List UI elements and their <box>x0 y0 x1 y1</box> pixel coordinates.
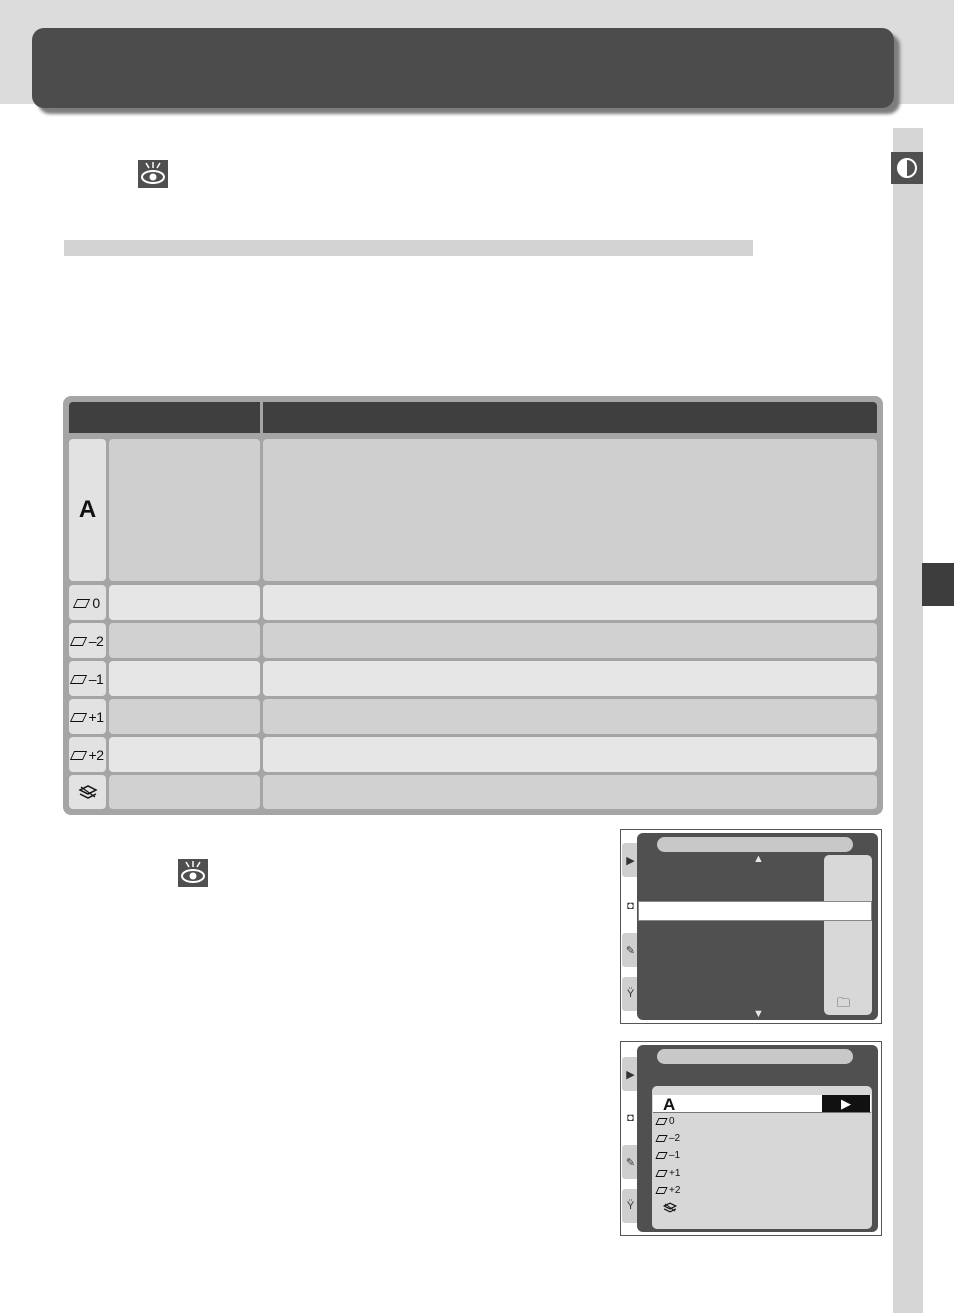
lcd-tone-options-screen <box>620 1041 882 1236</box>
table-row-description <box>263 623 877 658</box>
custom-curve-icon[interactable] <box>662 1202 678 1213</box>
table-row-icon <box>69 775 106 809</box>
table-row-label <box>109 699 260 734</box>
table-row-icon <box>69 439 106 581</box>
chapter-tab <box>922 563 954 606</box>
table-row-icon: 0 <box>69 585 106 620</box>
table-row-label <box>109 661 260 696</box>
lcd-option-auto[interactable]: A <box>663 1095 676 1114</box>
reference-eye-icon <box>138 160 168 188</box>
lcd-display <box>637 833 878 1020</box>
table-row-description <box>263 699 877 734</box>
table-row-label <box>109 439 260 581</box>
table-row-label <box>109 585 260 620</box>
playback-tab-icon[interactable]: ▶ <box>622 1057 639 1091</box>
pencil-tab-icon[interactable]: ✎ <box>622 1145 639 1179</box>
reference-eye-icon <box>178 859 208 887</box>
playback-tab-icon[interactable]: ▶ <box>622 843 639 877</box>
tone-minus2-icon <box>655 1135 667 1142</box>
wrench-tab-icon[interactable]: Ÿ <box>622 977 639 1011</box>
table-row-icon: –2 <box>69 623 106 658</box>
lcd-display <box>637 1045 878 1232</box>
table-row-description <box>263 661 877 696</box>
tone-plus1-icon <box>69 713 86 722</box>
tone-normal-icon <box>73 599 90 608</box>
table-header-option <box>69 402 260 433</box>
tone-minus1-icon <box>70 675 87 684</box>
table-row-description <box>263 439 877 581</box>
section-heading-bar <box>64 240 753 256</box>
table-row-description <box>263 775 877 809</box>
table-row-icon: –1 <box>69 661 106 696</box>
title-banner <box>32 28 894 108</box>
lcd-title-bar <box>657 837 853 852</box>
tone-minus2-icon <box>70 637 87 646</box>
contrast-icon <box>891 152 923 184</box>
lcd-option-plus1[interactable]: +1 <box>657 1168 680 1179</box>
custom-curve-icon <box>77 785 99 799</box>
table-row-description <box>263 585 877 620</box>
lcd-selected-row[interactable] <box>638 901 872 921</box>
select-arrow-icon[interactable]: ▶ <box>822 1095 870 1112</box>
tone-plus2-icon <box>69 751 86 760</box>
table-row-label <box>109 775 260 809</box>
table-header-description <box>263 402 877 433</box>
lcd-shooting-menu-screen <box>620 829 882 1024</box>
scroll-up-arrow-icon: ▲ <box>753 853 764 865</box>
lcd-title-bar <box>657 1049 853 1064</box>
table-row-description <box>263 737 877 772</box>
tone-minus1-icon <box>655 1152 667 1159</box>
tone-normal-icon <box>655 1118 667 1125</box>
lcd-value-column <box>824 855 872 1015</box>
auto-tone-icon: A <box>78 496 97 523</box>
pencil-tab-icon[interactable]: ✎ <box>622 933 639 967</box>
lcd-options-list <box>652 1086 872 1229</box>
lcd-option-minus2[interactable]: –2 <box>657 1133 680 1144</box>
lcd-option-minus1[interactable]: –1 <box>657 1150 680 1161</box>
table-row-icon: +2 <box>69 737 106 772</box>
contrast-half-circle-icon <box>897 158 917 178</box>
table-row-icon: +1 <box>69 699 106 734</box>
lcd-option-normal[interactable]: 0 <box>657 1116 675 1127</box>
side-thumb-strip <box>893 128 923 1313</box>
tone-comp-table <box>63 396 883 815</box>
folder-icon: 🗀 <box>837 995 851 1010</box>
table-row-label <box>109 737 260 772</box>
camera-tab-icon[interactable]: ◘ <box>622 1101 639 1135</box>
camera-tab-icon[interactable]: ◘ <box>622 889 639 923</box>
tone-plus1-icon <box>655 1170 667 1177</box>
lcd-option-plus2[interactable]: +2 <box>657 1185 680 1196</box>
tone-plus2-icon <box>655 1187 667 1194</box>
table-row-label <box>109 623 260 658</box>
scroll-down-arrow-icon: ▼ <box>753 1008 764 1020</box>
wrench-tab-icon[interactable]: Ÿ <box>622 1189 639 1223</box>
